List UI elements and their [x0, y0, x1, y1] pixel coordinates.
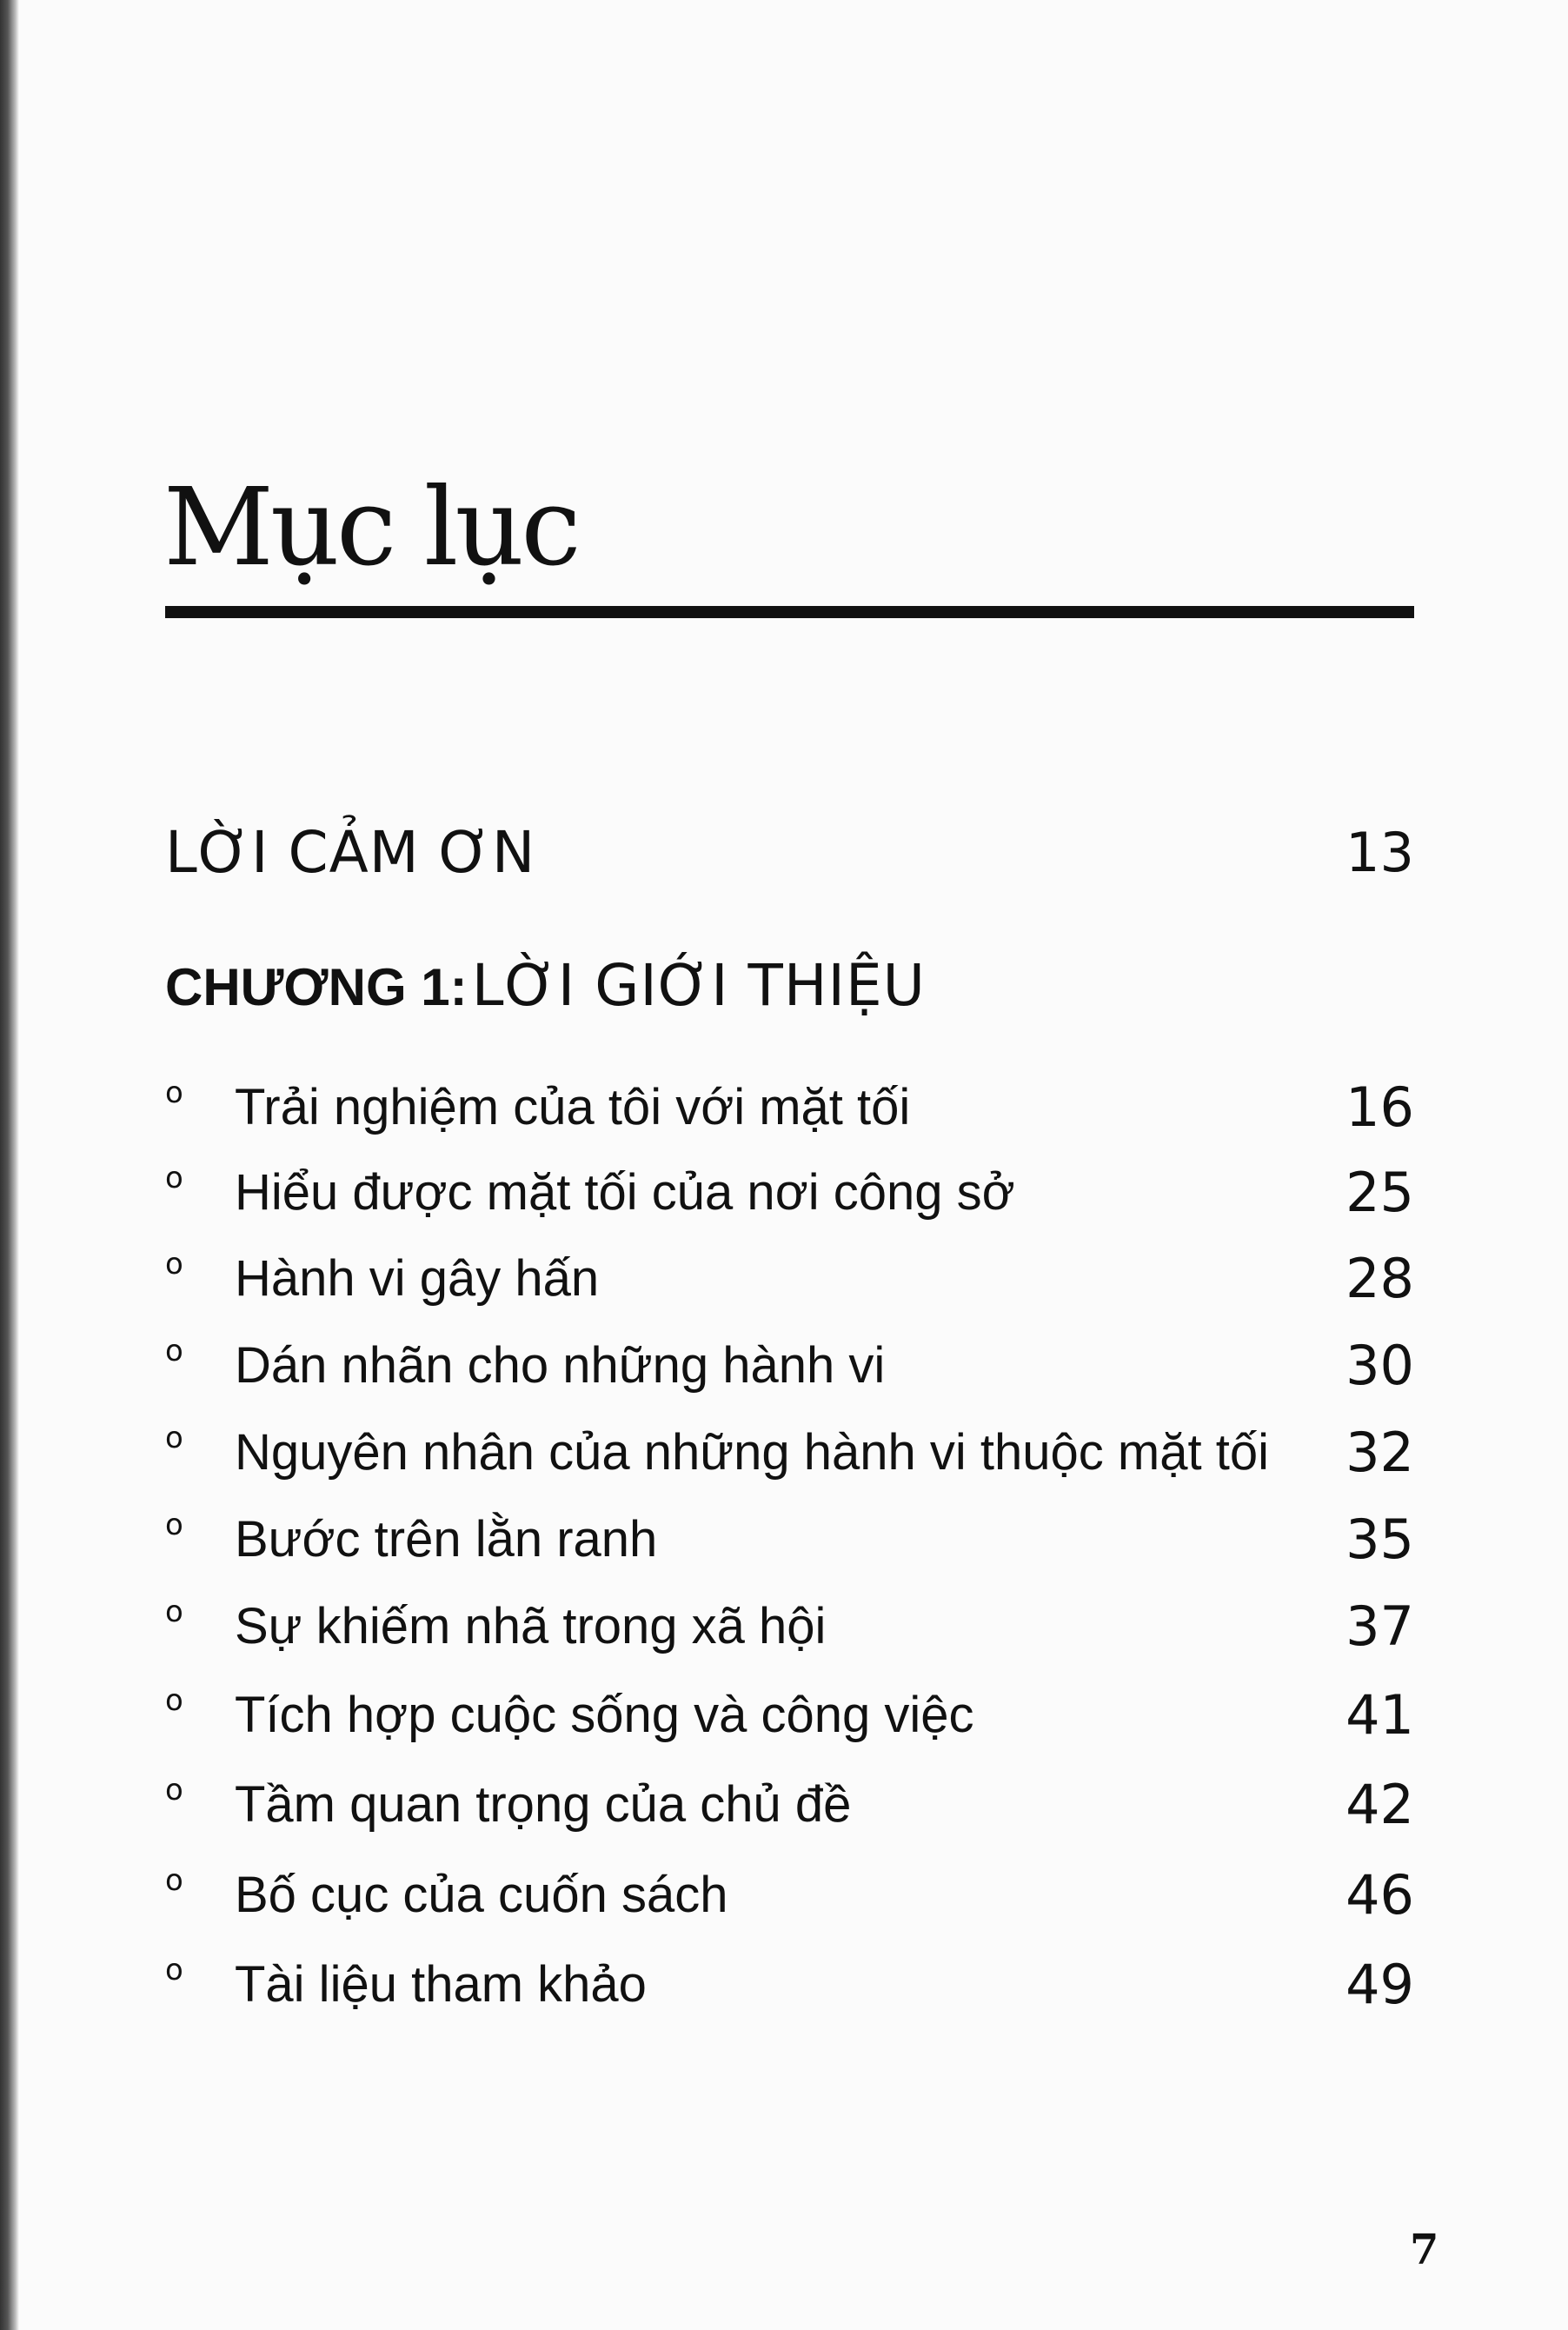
toc-entry-page: 30	[1345, 1333, 1414, 1397]
toc-entry[interactable]	[165, 1855, 1414, 1934]
bullet-icon: o	[165, 1863, 183, 1898]
toc-entry[interactable]	[165, 1153, 1414, 1231]
bullet-icon: o	[165, 1161, 183, 1195]
bullet-icon: o	[165, 1421, 183, 1455]
toc-entry-label: Tầm quan trọng của chủ đề	[235, 1775, 852, 1833]
toc-entry-page: 35	[1345, 1507, 1414, 1571]
toc-entry-label: Sự khiếm nhã trong xã hội	[235, 1597, 827, 1654]
bullet-icon: o	[165, 1075, 183, 1110]
toc-entry-page: 16	[1345, 1075, 1414, 1139]
toc-entry-acknowledgements[interactable]	[165, 813, 1414, 891]
toc-entry-page: 49	[1345, 1952, 1414, 2016]
bullet-icon: o	[165, 1953, 183, 1987]
chapter-heading[interactable]	[165, 946, 1414, 1024]
toc-entry[interactable]	[165, 1587, 1414, 1665]
toc-entry-label: Tích hợp cuộc sống và công việc	[235, 1686, 974, 1743]
toc-entry-label: LỜI CẢM ƠN	[165, 818, 536, 886]
book-spine-shadow	[0, 0, 19, 2330]
toc-entry-page: 13	[1345, 820, 1414, 884]
toc-entry[interactable]	[165, 1675, 1414, 1754]
toc-entry-page: 37	[1345, 1594, 1414, 1658]
toc-entry-page: 42	[1345, 1772, 1414, 1836]
toc-entry[interactable]	[165, 1945, 1414, 2023]
bullet-icon: o	[165, 1334, 183, 1368]
toc-entry-label: Hành vi gây hấn	[235, 1249, 600, 1307]
bullet-icon: o	[165, 1247, 183, 1282]
toc-entry-label: Bố cục của cuốn sách	[235, 1866, 728, 1923]
toc-entry-label: Tài liệu tham khảo	[235, 1955, 647, 2013]
page-number: 7	[1410, 2226, 1439, 2274]
page-title: Mục lục	[163, 465, 578, 590]
title-underline	[165, 606, 1414, 618]
toc-entry[interactable]	[165, 1239, 1414, 1317]
toc-entry-page: 28	[1345, 1246, 1414, 1310]
toc-entry-label: Trải nghiệm của tôi với mặt tối	[235, 1078, 911, 1135]
toc-entry-page: 25	[1345, 1160, 1414, 1224]
toc-entry-page: 41	[1345, 1682, 1414, 1747]
toc-entry[interactable]	[165, 1500, 1414, 1578]
toc-entry-page: 32	[1345, 1420, 1414, 1484]
toc-entry-page: 46	[1345, 1862, 1414, 1927]
chapter-prefix: CHƯƠNG 1:	[165, 957, 468, 1016]
bullet-icon: o	[165, 1773, 183, 1807]
toc-entry[interactable]	[165, 1326, 1414, 1404]
toc-entry[interactable]	[165, 1068, 1414, 1146]
toc-entry-label: Bước trên lằn ranh	[235, 1510, 658, 1568]
bullet-icon: o	[165, 1508, 183, 1542]
toc-entry-label: Dán nhãn cho những hành vi	[235, 1336, 886, 1394]
bullet-icon: o	[165, 1594, 183, 1629]
chapter-name: LỜI GIỚI THIỆU	[471, 951, 926, 1019]
toc-entry[interactable]	[165, 1413, 1414, 1491]
toc-entry[interactable]	[165, 1765, 1414, 1843]
toc-entry-label: Hiểu được mặt tối của nơi công sở	[235, 1163, 1015, 1221]
toc-entry-label: Nguyên nhân của những hành vi thuộc mặt tối	[235, 1423, 1269, 1481]
bullet-icon: o	[165, 1683, 183, 1718]
